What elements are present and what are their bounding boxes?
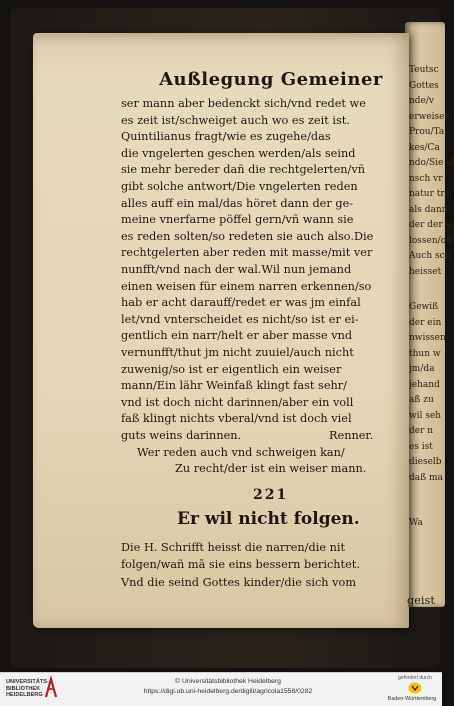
adjacent-page-fragment: lossen/od	[409, 235, 452, 246]
text-line: Quintilianus fragt/wie es zugehe/das	[121, 130, 331, 144]
adjacent-page-fragment: Wa	[409, 518, 423, 528]
adjacent-page-fragment: nsch vr	[409, 173, 443, 184]
text-line: es zeit ist/schweiget auch wo es zeit ist.	[121, 113, 350, 127]
adjacent-page-fragment: daß ma	[409, 472, 443, 483]
text-line: folgen/wañ mā sie eins bessern berichtet.	[121, 558, 360, 572]
adjacent-page-fragment: dieselb	[409, 457, 442, 467]
proverb-number: 221	[253, 486, 289, 503]
text-line: faß klingt nichts vberal/vnd ist doch viel	[121, 412, 352, 426]
text-line: einen weisen für einem narren erkennen/so	[121, 279, 372, 293]
adjacent-page-fragment: erweiseu	[409, 111, 451, 122]
running-head: Außlegung Gemeiner	[159, 69, 383, 90]
text-line: Die H. Schrifft heisst die narren/die nit	[121, 540, 346, 554]
text-line: meine vnerfarne pöffel gern/vñ wann sie	[121, 213, 354, 227]
text-line: vnd ist doch nicht darinnen/aber ein voll	[121, 395, 354, 409]
adjacent-page-fragment: thun w	[409, 348, 441, 359]
source-attribution: Renner.	[329, 429, 374, 442]
adjacent-page-fragment: heisset	[409, 266, 442, 277]
text-line: zuwenig/so ist er eigentlich ein weiser	[121, 362, 342, 376]
baden-wuerttemberg-logo-icon	[408, 682, 422, 694]
adjacent-page-fragment: Gewiß	[409, 302, 439, 312]
text-line: rechtgelerten aber reden mit masse/mit ver	[121, 246, 373, 260]
text-line: Vnd die seind Gottes kinder/die sich vom	[121, 576, 357, 589]
verse-line: Zu recht/der ist ein weiser mann.	[175, 462, 367, 476]
adjacent-page-fragment: natur tre	[409, 189, 450, 199]
funded-by-label: gefördert durch	[398, 675, 432, 681]
adjacent-page-fragment: nde/v	[409, 96, 435, 106]
text-line: es reden solten/so redeten sie auch also.Die	[121, 229, 374, 243]
adjacent-page-fragment: wil seh	[409, 410, 442, 421]
adjacent-page-fragment: Teutsc	[409, 65, 439, 75]
text-line: vernunfft/thut jm nicht zuuiel/auch nicht	[121, 346, 354, 359]
adjacent-page-fragment: aß zu	[409, 395, 434, 405]
text-line: sie mehr bereder dañ die rechtgelerten/vñ	[121, 163, 366, 177]
adjacent-page-fragment: der der w	[409, 220, 454, 230]
text-line: geist	[407, 593, 435, 607]
viewer-footer	[0, 672, 442, 706]
adjacent-page-fragment: jehand	[409, 379, 440, 390]
adjacent-page-fragment: ndo/Sie al	[409, 158, 454, 168]
text-line: ser mann aber bedenckt sich/vnd redet we	[121, 97, 366, 110]
adjacent-page-fragment: es ist	[409, 441, 433, 452]
adjacent-page-fragment: der ein	[409, 317, 442, 328]
text-line: hab er acht darauff/redet er was jm einfal	[121, 296, 361, 310]
text-line: die vngelerten geschen werden/als seind	[121, 146, 356, 160]
adjacent-page-fragment: Prou/Ta	[409, 127, 445, 137]
sponsor-name: Baden-Württemberg	[387, 696, 437, 702]
section-heading: Er wil nicht folgen.	[177, 508, 360, 529]
permalink-url[interactable]: https://digi.ub.uni-heidelberg.de/diglit/agricola1558/0282	[143, 688, 313, 695]
text-line: guts weins darinnen.	[121, 429, 242, 442]
text-line: nunfft/vnd nach der wal.Wil nun jemand	[121, 263, 352, 276]
text-line: gentlich ein narr/helt er aber masse vnd	[121, 329, 353, 343]
adjacent-page-fragment: Auch sch	[409, 251, 451, 261]
university-name-line-2: BIBLIOTHEK	[6, 685, 41, 692]
adjacent-page-fragment: Gottes	[409, 80, 439, 91]
adjacent-page-fragment: als dann	[409, 204, 448, 215]
adjacent-page-fragment: der n	[409, 426, 434, 436]
adjacent-page	[405, 22, 454, 607]
text-line: alles auff ein mal/das höret dann der ge-	[121, 196, 354, 210]
adjacent-page-fragment: kes/Ca	[409, 142, 440, 153]
verse-line: Wer reden auch vnd schweigen kan/	[137, 445, 345, 459]
adjacent-page-fragment: jm/da	[409, 364, 435, 374]
university-logo-icon	[43, 677, 59, 699]
university-name-line-3: HEIDELBERG	[6, 692, 43, 699]
text-line: let/vnd vnterscheidet es nicht/so ist er ei-	[121, 312, 359, 326]
adjacent-page-fragment: nwissen	[409, 333, 446, 343]
university-name-line-1: UNIVERSITÄTS-	[6, 679, 49, 685]
text-line: mann/Ein lähr Weinfaß klingt fast sehr/	[121, 379, 347, 393]
copyright-notice: © Universitätsbibliothek Heidelberg	[175, 678, 281, 685]
text-line: gibt solche antwort/Die vngelerten reden	[121, 180, 358, 193]
